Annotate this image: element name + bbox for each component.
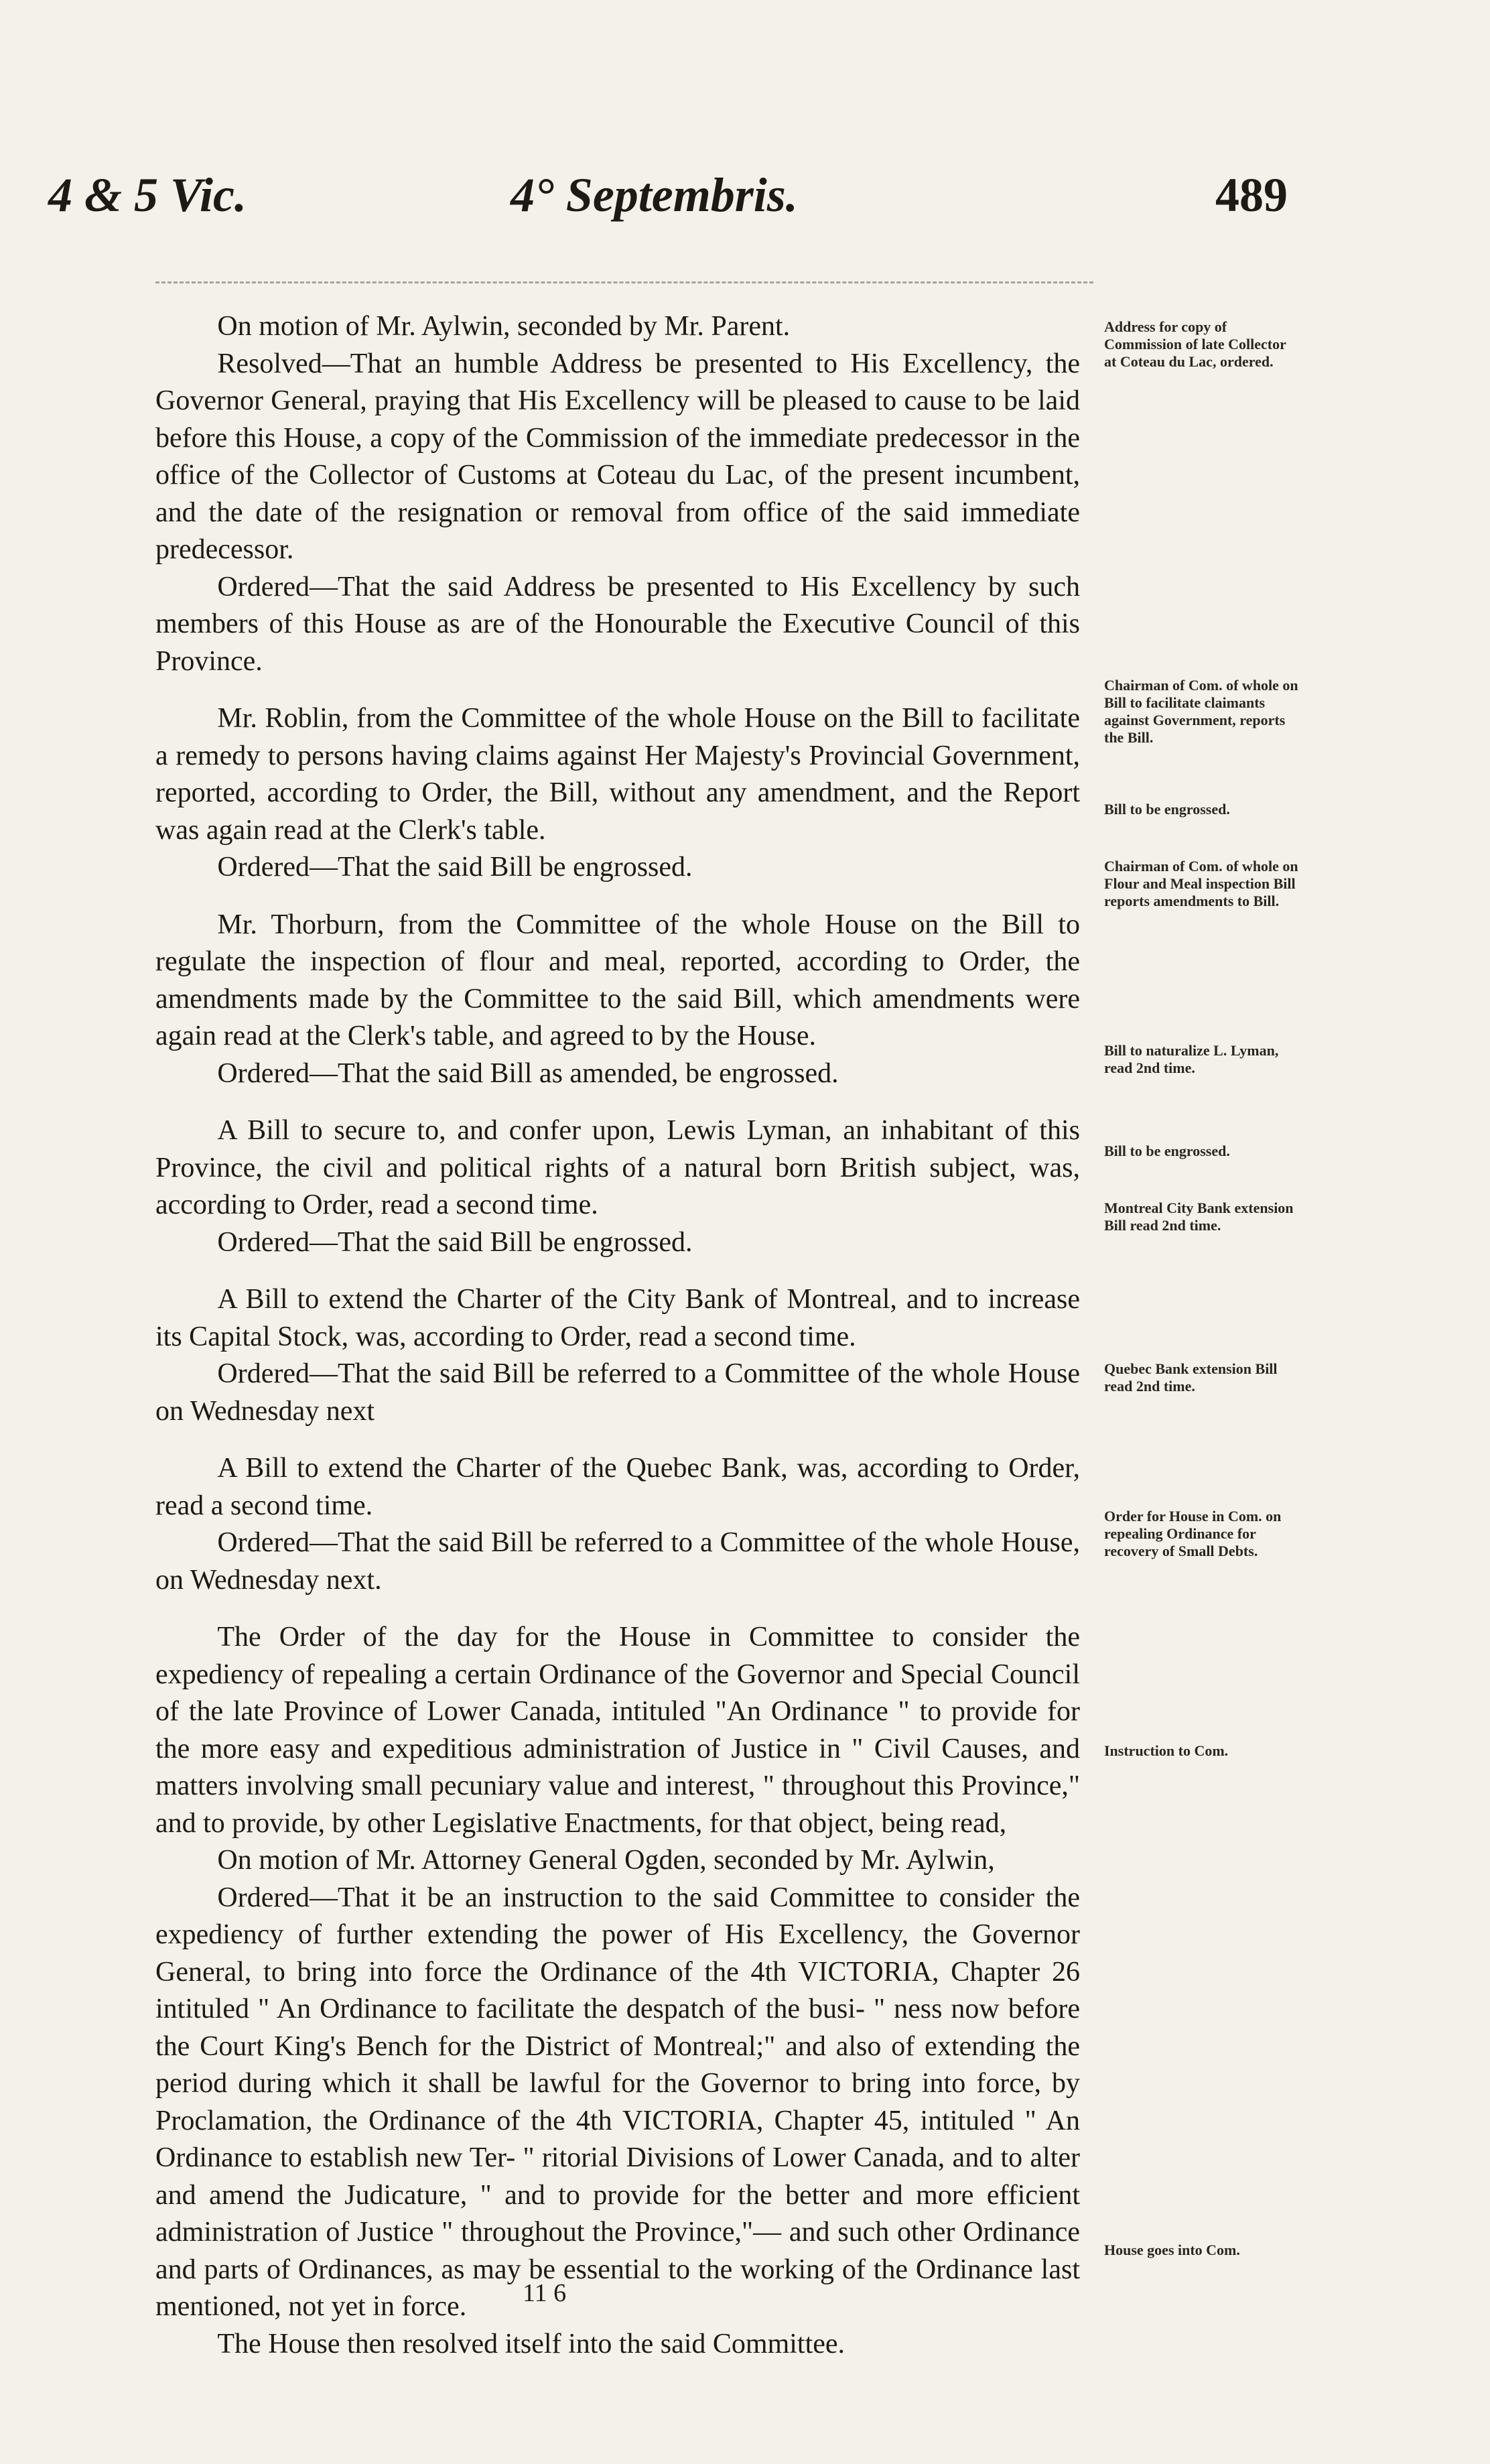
paragraph: Resolved—That an humble Address be presented to His Excellency, the Governor General, praying that His Excellency will be pleased to cause to be laid before this House, a copy of the Commission of the immediate predecessor in the office of the Collector of Customs at Coteau du Lac, of the present incumbent, and the date of the resignation or removal from office of the said immediate predecessor. [155,348,1080,565]
paragraph: A Bill to secure to, and confer upon, Lewis Lyman, an inhabitant of this Province, the civil and political rights of a natural born British subject, was, according to Order, read a second time. [155,1115,1080,1220]
paragraph: On motion of Mr. Attorney General Ogden, seconded by Mr. Aylwin, [217,1845,995,1876]
paragraph: A Bill to extend the Charter of the City Bank of Montreal, and to increase its Capital Stock, was, according to Order, read a second time. [155,1284,1080,1352]
header-rule [155,281,1093,283]
journal-body [155,308,1080,2363]
paragraph: On motion of Mr. Aylwin, seconded by Mr. Parent. [217,311,791,342]
page-number: 489 [1215,168,1288,222]
paragraph: Ordered—That it be an instruction to the said Committee to consider the expediency of further extending the power of His Excellency, the Governor General, to bring into force the Ordinance of the 4th VICTORIA, Chapter 26 intituled " An Ordinance to facilitate the despatch of the busi- " ness now before the Court King's Bench for the District of Montreal;" and also of extending the period during which it shall be lawful for the Governor to bring into force, by Proclamation, the Ordinance of the 4th VICTORIA, Chapter 45, intituled " An Ordinance to establish new Ter- " ritorial Divisions of Lower Canada, and to alter and amend the Judicature, " and to provide for the better and more efficient administration of Justice " throughout the Province,"— and such other Ordinance and parts of Ordinances, as may be essential to the working of the Ordinance last mentioned, not yet in force. [155,1882,1080,2322]
margin-note: Order for House in Com. on repealing Ordinance for recovery of Small Debts. [1104,1508,1282,1559]
paragraph: The Order of the day for the House in Committee to consider the expediency of repealing a certain Ordinance of the Governor and Special Council of the late Province of Lower Canada, intituled "An Ordinance " to provide for the more easy and expeditious administration of Justice in " Civil Causes, and matters involving small pecuniary value and interest, " throughout this Province," and to provide, by other Legislative Enactments, for that object, being read, [155,1622,1080,1839]
running-header [48,168,1288,228]
margin-note: Bill to be engrossed. [1104,801,1230,818]
margin-note: Montreal City Bank extension Bill read 2nd time. [1104,1199,1294,1234]
margin-note: Chairman of Com. of whole on Bill to facilitate claimants against Government, reports the Bill. [1104,677,1298,746]
paragraph: The House then resolved itself into the said Committee. [217,2328,845,2359]
margin-note: Address for copy of Commission of late Collector at Coteau du Lac, ordered. [1104,318,1286,370]
paragraph: Ordered—That the said Bill as amended, be engrossed. [217,1057,839,1089]
margin-note: House goes into Com. [1104,2242,1240,2258]
paragraph: Mr. Roblin, from the Committee of the whole House on the Bill to facilitate a remedy to persons having claims against Her Majesty's Provincial Government, reported, according to Order, the Bill, without any amendment, and the Report was again read at the Clerk's table. [155,703,1080,846]
paragraph: A Bill to extend the Charter of the Quebec Bank, was, according to Order, read a second time. [155,1453,1080,1521]
margin-note: Chairman of Com. of whole on Flour and Meal inspection Bill reports amendments to Bill. [1104,858,1298,909]
margin-note: Quebec Bank extension Bill read 2nd time. [1104,1360,1278,1395]
date-label: 4° Septembris. [511,168,798,222]
session-label: 4 & 5 Vic. [48,168,247,222]
margin-note: Instruction to Com. [1104,1742,1229,1759]
paragraph: Ordered—That the said Bill be referred to a Committee of the whole House, on Wednesday next. [155,1527,1080,1596]
signature-mark: 11 6 [523,2279,567,2307]
paragraph: Ordered—That the said Address be presented to His Excellency by such members of this House as are of the Honourable the Executive Council of this Province. [155,571,1080,677]
paragraph: Ordered—That the said Bill be engrossed. [217,852,693,883]
margin-note: Bill to be engrossed. [1104,1143,1230,1159]
margin-note: Bill to naturalize L. Lyman, read 2nd time. [1104,1042,1279,1076]
paragraph: Ordered—That the said Bill be referred to a Committee of the whole House on Wednesday next [155,1358,1080,1427]
paragraph: Ordered—That the said Bill be engrossed. [217,1226,693,1258]
paragraph: Mr. Thorburn, from the Committee of the whole House on the Bill to regulate the inspection of flour and meal, reported, according to Order, the amendments made by the Committee to the said Bill, which amendments were again read at the Clerk's table, and agreed to by the House. [155,909,1080,1051]
